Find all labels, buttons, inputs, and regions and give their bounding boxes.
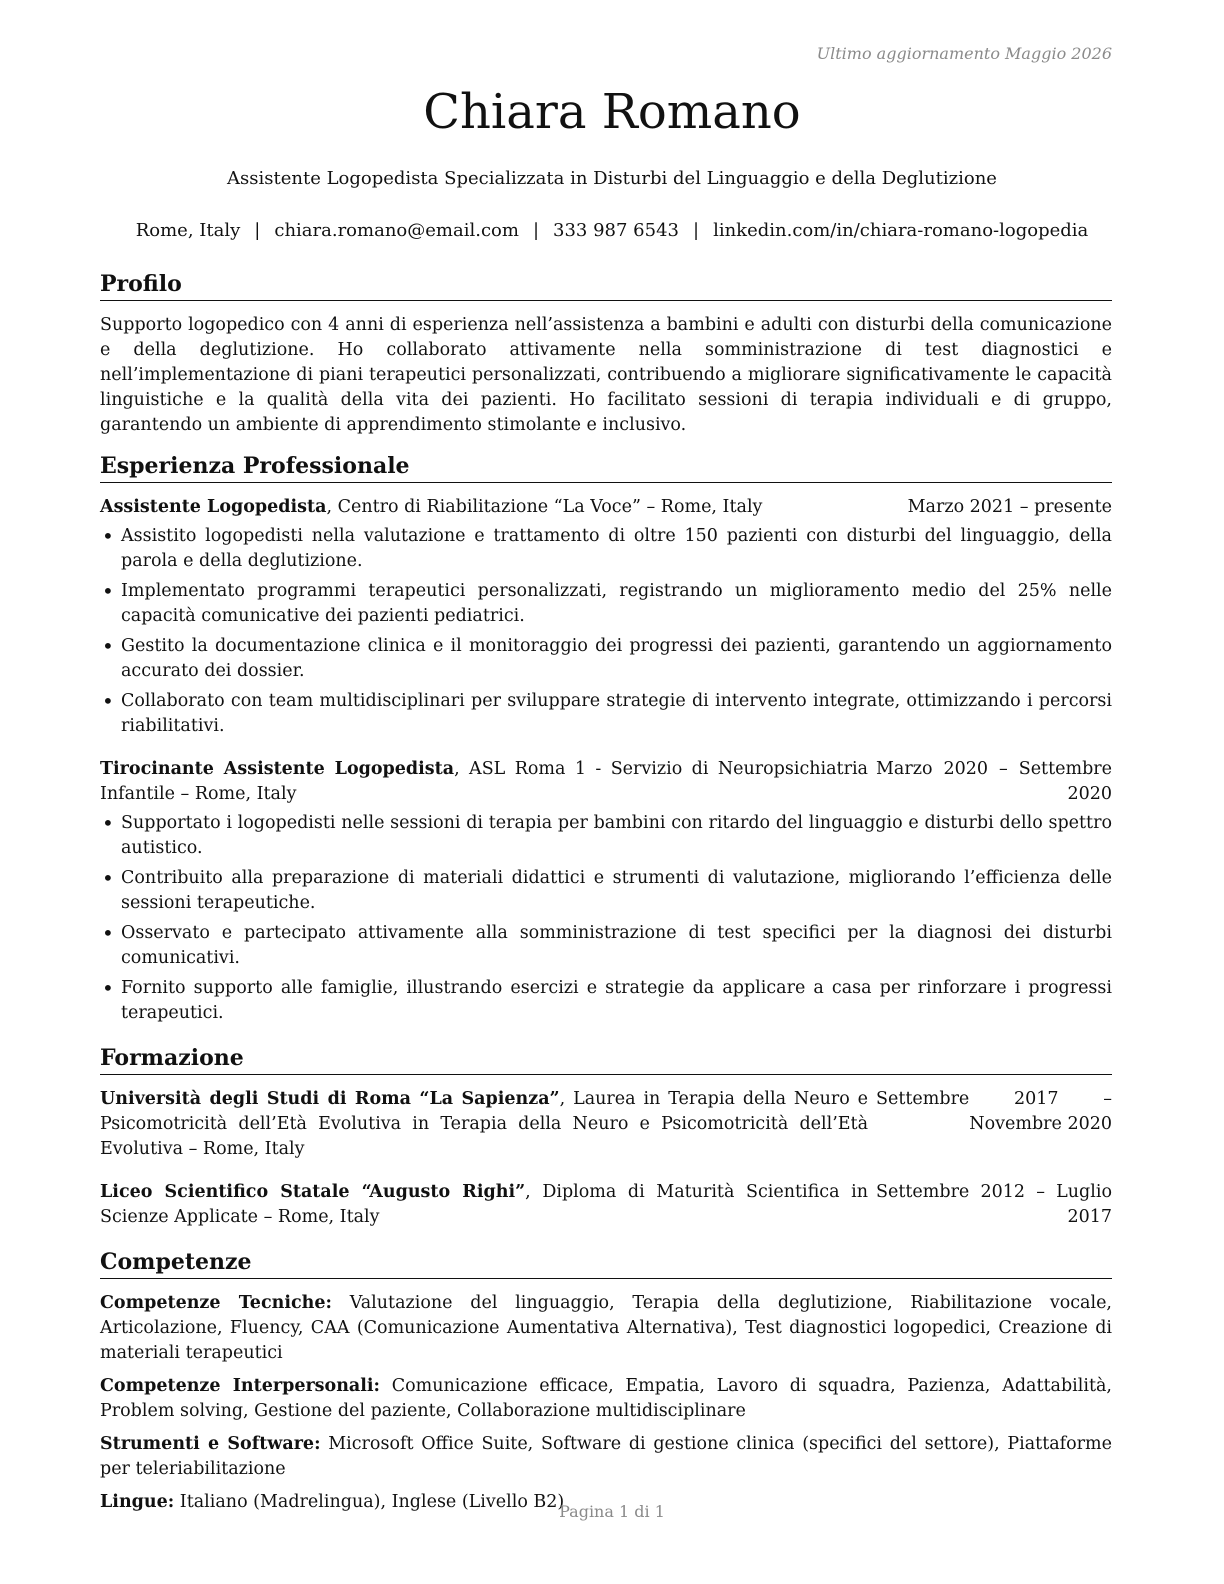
contact-separator: | (692, 220, 700, 241)
education-section (100, 1044, 1112, 1230)
education-entry (100, 1180, 1112, 1230)
contact-email[interactable]: chiara.romano@email.com (274, 220, 519, 241)
page-number: Pagina 1 di 1 (559, 1502, 665, 1521)
education-degree: , Diploma di Maturità Scientifica in Scienze Applicate – Rome, Italy (100, 1182, 868, 1227)
skill-value: Comunicazione efficace, Empatia, Lavoro di squadra, Pazienza, Adattabilità, Problem solving, Gestione del paziente, Collaborazione multidisciplinare (100, 1376, 1112, 1421)
job-org: , Centro di Riabilitazione “La Voce” – Rome, Italy (326, 497, 763, 517)
candidate-name: Chiara Romano (423, 84, 801, 140)
job-bullets (100, 524, 1112, 739)
last-updated: Ultimo aggiornamento Maggio 2026 (816, 44, 1112, 63)
job-entry (100, 757, 1112, 1026)
job-bullet: • Collaborato con team multidisciplinari per sviluppare strategie di intervento integrate, ottimizzando i percorsi riabilitativi. (100, 689, 1112, 739)
skill-label: Competenze Tecniche: (100, 1293, 332, 1313)
job-role: Assistente Logopedista (100, 497, 327, 517)
education-school-degree (100, 1087, 876, 1162)
job-bullet: • Assistito logopedisti nella valutazione e trattamento di oltre 150 pazienti con disturbi del linguaggio, della parola e della deglutizione. (100, 524, 1112, 574)
experience-section (100, 452, 1112, 1026)
skill-row (100, 1291, 1112, 1366)
job-dates: Marzo 2020 – Settembre 2020 (876, 759, 1112, 804)
section-title: Profilo (100, 270, 1112, 301)
job-bullet: • Gestito la documentazione clinica e il monitoraggio dei progressi dei pazienti, garantendo un aggiornamento accurato dei dossier. (100, 634, 1112, 684)
contact-location: Rome, Italy (135, 220, 241, 241)
job-header (100, 495, 1112, 520)
contact-separator: | (254, 220, 261, 241)
job-role: Tirocinante Assistente Logopedista (100, 759, 455, 779)
resume-content (100, 270, 1112, 1529)
skill-row (100, 1432, 1112, 1482)
job-bullet: • Fornito supporto alle famiglie, illustrando esercizi e strategie da applicare a casa per rinforzare i progressi terapeutici. (100, 976, 1112, 1026)
job-role-org (100, 757, 876, 807)
job-bullets (100, 811, 1112, 1026)
education-school: Università degli Studi di Roma “La Sapienza” (100, 1089, 560, 1109)
profile-section (100, 270, 1112, 438)
skill-row (100, 1374, 1112, 1424)
job-bullet: • Osservato e partecipato attivamente alla somministrazione di test specifici per la diagnosi dei disturbi comunicativi. (100, 921, 1112, 971)
education-degree: , Laurea in Terapia della Neuro e Psicomotricità dell’Età Evolutiva in Terapia della Neuro e Psicomotricità dell’Età Evolutiva – Rome, Italy (100, 1089, 868, 1159)
job-dates: Marzo 2021 – presente (907, 497, 1112, 517)
job-role-org (100, 495, 908, 520)
job-header (100, 757, 1112, 807)
skill-value: Italiano (Madrelingua), Inglese (Livello B2) (174, 1492, 565, 1512)
skill-value: Valutazione del linguaggio, Terapia della deglutizione, Riabilitazione vocale, Articolazione, Fluency, CAA (Comunicazione Aumentativa Alternativa), Test diagnostici logopedici, Creazione di materiali terapeutici (100, 1293, 1112, 1363)
candidate-title: Assistente Logopedista Specializzata in Disturbi del Linguaggio e della Deglutizione (227, 168, 997, 189)
job-bullet: • Contribuito alla preparazione di materiali didattici e strumenti di valutazione, migliorando l’efficienza delle sessioni terapeutiche. (100, 866, 1112, 916)
job-bullet: • Supportato i logopedisti nelle sessioni di terapia per bambini con ritardo del linguaggio e disturbi dello spettro autistico. (100, 811, 1112, 861)
contact-separator: | (532, 220, 540, 241)
skills-section (100, 1248, 1112, 1515)
section-title: Esperienza Professionale (100, 452, 1112, 483)
job-bullet: • Implementato programmi terapeutici personalizzati, registrando un miglioramento medio del 25% nelle capacità comunicative dei pazienti pediatrici. (100, 579, 1112, 629)
education-entry (100, 1087, 1112, 1162)
skill-label: Strumenti e Software: (100, 1434, 321, 1454)
job-entry (100, 495, 1112, 739)
skill-label: Competenze Interpersonali: (100, 1376, 381, 1396)
education-school: Liceo Scientifico Statale “Augusto Righi” (100, 1182, 526, 1202)
contact-phone: 333 987 6543 (553, 220, 679, 241)
contact-line (0, 220, 1224, 241)
education-school-degree (100, 1180, 876, 1230)
section-title: Formazione (100, 1044, 1112, 1075)
education-header (100, 1180, 1112, 1230)
section-title: Competenze (100, 1248, 1112, 1279)
education-dates: Settembre 2012 – Luglio 2017 (876, 1182, 1112, 1227)
profile-text: Supporto logopedico con 4 anni di esperienza nell’assistenza a bambini e adulti con disturbi della comunicazione e della deglutizione. Ho collaborato attivamente nella somministrazione di test diagnostici e nell’implementazione di piani terapeutici personalizzati, contribuendo a migliorare significativamente le capacità linguistiche e la qualità della vita dei pazienti. Ho facilitato sessioni di terapia individuali e di gruppo, garantendo un ambiente di apprendimento stimolante e inclusivo. (100, 315, 1112, 435)
education-dates: Settembre 2017 – Novembre 2020 (876, 1089, 1112, 1134)
skill-value: Microsoft Office Suite, Software di gestione clinica (specifici del settore), Piattaforme per teleriabilitazione (100, 1434, 1112, 1479)
education-header (100, 1087, 1112, 1162)
skill-label: Lingue: (100, 1492, 175, 1512)
job-org: , ASL Roma 1 - Servizio di Neuropsichiatria Infantile – Rome, Italy (100, 759, 868, 804)
contact-linkedin[interactable]: linkedin.com/in/chiara-romano-logopedia (713, 220, 1089, 241)
